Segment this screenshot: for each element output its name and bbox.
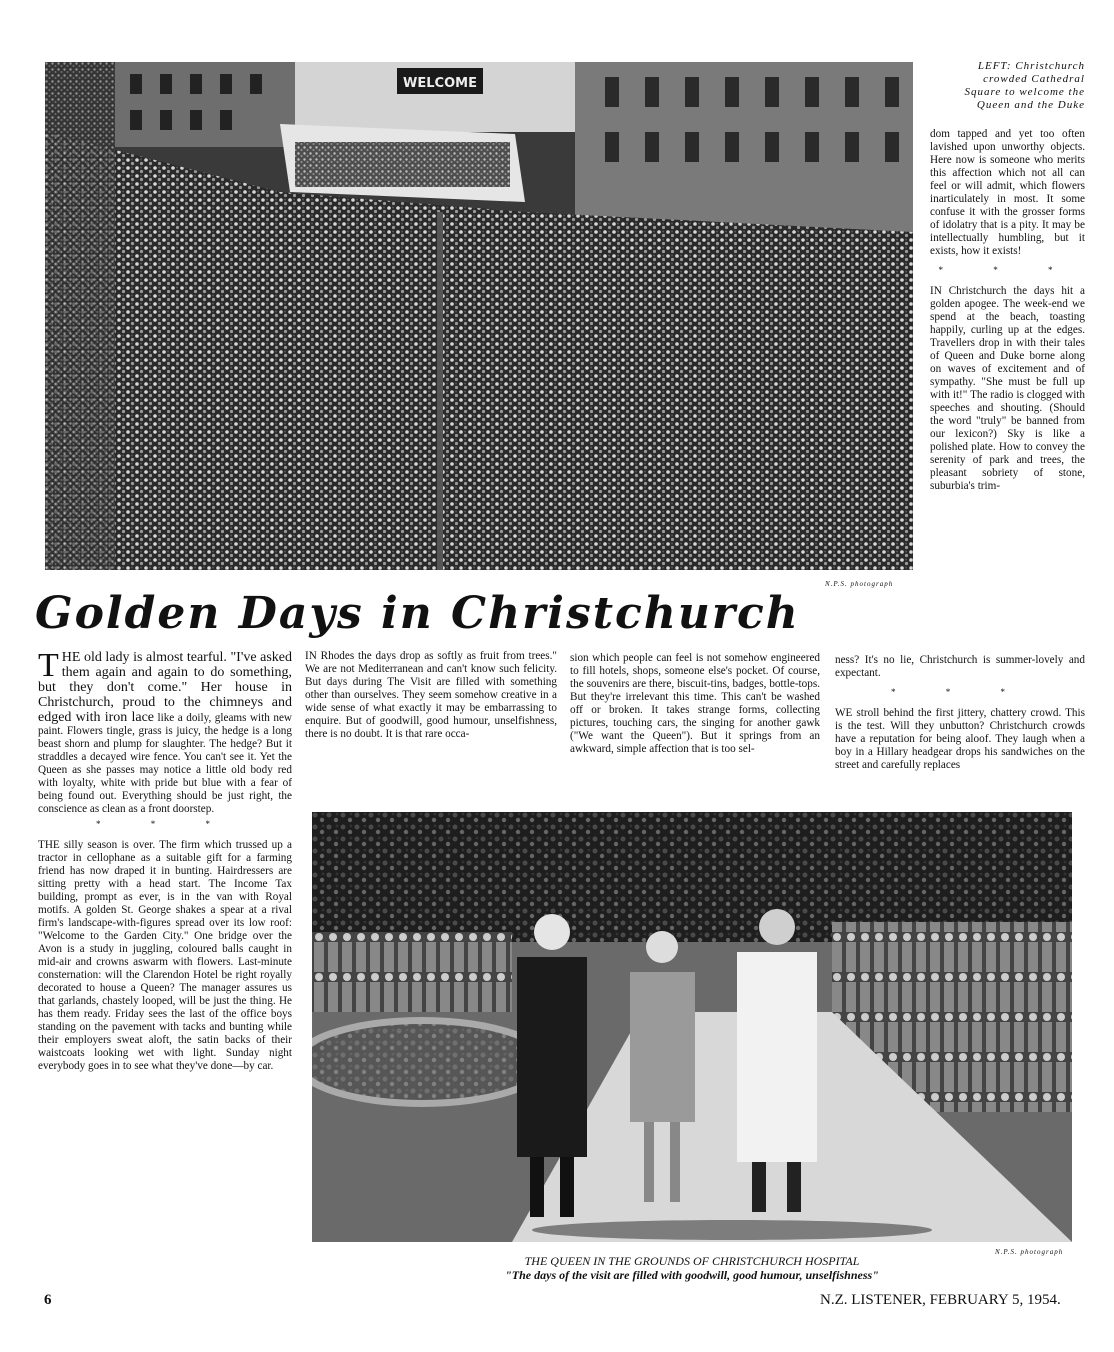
cathedral-square-photo xyxy=(45,62,913,570)
page-number: 6 xyxy=(44,1292,52,1308)
article-paragraph: sion which people can feel is not somehow engineered to fill hotels, shops, someone else's pocket. Of course, the souvenirs are there, biscuit-tins, badges, bottle-tops. But they're irrelevant this time. This can't be washed off or broken. It takes strange forms, collecting pictures, touching cars, the singing for another gawk ("We want the Queen"). But it springs from an awkward, simple affection that is too sel- xyxy=(570,652,820,755)
welcome-sign-text: WELCOME xyxy=(403,76,477,91)
section-divider: * * * xyxy=(96,819,234,829)
section-divider: * * * xyxy=(891,687,1029,697)
page-title: Golden Days in Christchurch xyxy=(35,588,800,639)
drop-cap: T xyxy=(38,650,59,684)
article-paragraph: IN Rhodes the days drop as softly as fruit from trees." We are not Mediterranean and can't know such felicity. But days during The Visit are filled with something other than ourselves. They seem somehow creative in a wide sense of what exactly it may be embarrassing to enquire. But of goodwill, good humour, unselfishness, there is no doubt. It is that rare occa- xyxy=(305,650,557,740)
article-paragraph: ness? It's no lie, Christchurch is summer-lovely and expectant. xyxy=(835,654,1085,679)
article-column-1 xyxy=(38,650,292,1282)
caption-quote: "The days of the visit are filled with goodwill, good humour, unselfishness" xyxy=(505,1268,879,1282)
lead-paragraph: HE old lady is almost tearful. "I've asked them again and again to do something, but they don't come." Her house in Christchurch, proud to the chimneys and edged with iron lace xyxy=(38,650,292,725)
article-paragraph: like a doily, gleams with new paint. Flowers tingle, grass is juicy, the hedge is a long beast shorn and plump for slaughter. The hedge? But it straddles a decayed wire fence. You can't see it. Yet the Queen as she passes may notice a little old body red with loyalty, white with pride but blue with a fear of being found out. Everything should be just right, the conscience as clean as a front doorstep. xyxy=(38,712,292,815)
sidebar-column xyxy=(930,128,1085,658)
caption-title: THE QUEEN IN THE GROUNDS OF CHRISTCHURCH HOSPITAL xyxy=(524,1254,860,1268)
bottom-photo-caption xyxy=(312,1254,1072,1282)
caption-line: crowded Cathedral xyxy=(983,73,1085,85)
hospital-grounds-photo xyxy=(312,812,1072,1242)
section-divider: * * * xyxy=(938,265,1077,275)
top-photo-caption xyxy=(920,60,1085,112)
caption-line: LEFT: Christchurch xyxy=(977,60,1085,72)
article-paragraph: THE silly season is over. The firm which trussed up a tractor in cellophane as a suitable gift for a farming friend has now draped it in bunting. Hairdressers are sitting pretty with a head start. The Income Tax building, prompt as ever, is in the van with Royal motifs. A golden St. George shakes a spear at a rival firm's landscape-with-figures spread over its low roof: "Welcome to the Garden City." One bridge over the Avon is a study in juggling, coloured balls caught in mid-air and crowns aswarm with flowers. Last-minute consternation: will the Clarendon Hotel be right royally decorated to house a Queen? The manager assures us that garlands, chastely looped, will be just the thing. He has them ready. Friday sees the last of the office boys standing on the pavement with tacks and bunting while their employers sweat aloft, the satin backs of their waistcoats looking wet with light. Sunday night everybody goes in to see what they've done—by car. xyxy=(38,839,292,1072)
top-photo-credit: N.P.S. photograph xyxy=(825,580,894,588)
sidebar-paragraph: dom tapped and yet too often lavished upon unworthy objects. Here now is someone who merits this affection which not all can feel or will admit, which flowers inarticulately in most. It some confuse it with the grosser forms of idolatry that is a pity. It may be intellectually humbling, but it exists, how it exists! xyxy=(930,128,1085,257)
article-column-2 xyxy=(305,650,557,808)
article-column-3 xyxy=(570,652,820,808)
caption-line: Square to welcome the xyxy=(964,86,1085,98)
article-paragraph: WE stroll behind the first jittery, chattery crowd. This is the test. Will they unbutton? Christchurch crowds have a reputation for being aloof. They laugh when a boy in a Hillary headgear drops his sandwiches on the street and carefully replaces xyxy=(835,707,1085,771)
sidebar-paragraph: IN Christchurch the days hit a golden apogee. The week-end we spend at the beach, toasting happily, curling up at the edges. Travellers drop in with their tales of Queen and Duke borne along on waves of excitement and of sympathy. "She must be full up with it!" The radio is clogged with speeches and shouting. (Should the word "truly" be banned from our lexicon?) Sky is like a polished plate. How to convey the serenity of park and trees, the pleasant sobriety of stone, suburbia's trim- xyxy=(930,285,1085,492)
bottom-photo-credit: N.P.S. photograph xyxy=(995,1248,1064,1256)
caption-line: Queen and the Duke xyxy=(976,99,1085,111)
publication-line: N.Z. LISTENER, FEBRUARY 5, 1954. xyxy=(820,1292,1061,1308)
article-column-4 xyxy=(835,654,1085,808)
